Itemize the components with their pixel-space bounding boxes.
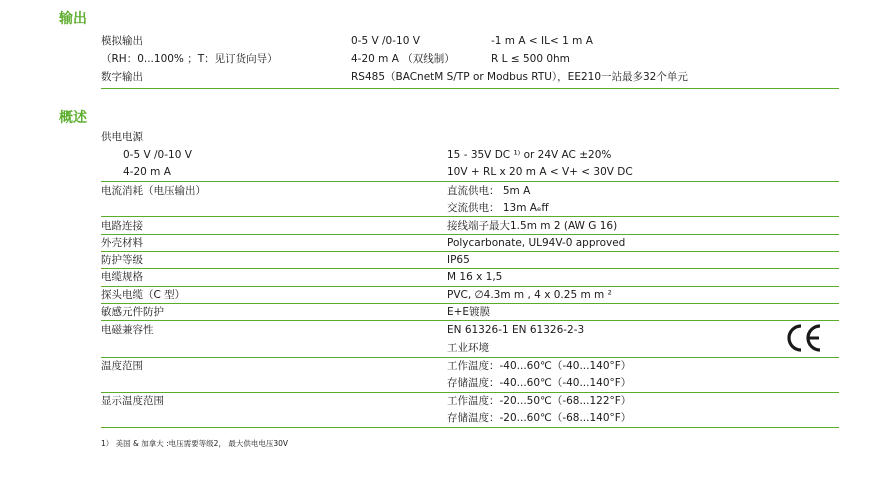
temp-storage: 存储温度：-40...60℃（-40...140°F） <box>447 377 632 389</box>
ce-mark-icon <box>784 322 824 354</box>
output-value: RS485（BACnetM S/TP or Modbus RTU），EE210一站最多32个单元 <box>351 71 688 83</box>
divider <box>101 427 839 428</box>
output-range: -1 m A < IL< 1 m A <box>491 35 593 47</box>
divider <box>101 88 839 89</box>
divider <box>101 320 839 321</box>
display-temp-operating: 工作温度：-20...50℃（-68...122°F） <box>447 395 632 407</box>
output-label: 数字输出 <box>101 71 143 83</box>
ps-label: 0-5 V /0-10 V <box>123 149 192 161</box>
emc-environment: 工业环境 <box>447 342 489 354</box>
divider <box>101 216 839 217</box>
spec-label: 电缆规格 <box>101 271 143 283</box>
section-title-output: 输出 <box>59 11 87 27</box>
current-ac: 交流供电： 13m Aₑff <box>447 202 549 214</box>
spec-label: 电路连接 <box>101 220 143 232</box>
temp-operating: 工作温度：-40...60℃（-40...140°F） <box>447 360 632 372</box>
spec-value: M 16 x 1,5 <box>447 271 503 283</box>
spec-value: IP65 <box>447 254 470 266</box>
display-temp-storage: 存储温度：-20...60℃（-68...140°F） <box>447 412 632 424</box>
divider <box>101 181 839 182</box>
power-supply-label: 供电电源 <box>101 131 143 143</box>
spec-value: Polycarbonate, UL94V-0 approved <box>447 237 626 249</box>
output-label: （RH：0...100% ；T：见订货向导） <box>101 53 278 65</box>
output-load: R L ≤ 500 0hm <box>491 53 570 65</box>
spec-label: 防护等级 <box>101 254 143 266</box>
ps-value: 10V + RL x 20 m A < V+ < 30V DC <box>447 166 633 178</box>
spec-value: PVC, ∅4.3m m , 4 x 0.25 m m ² <box>447 289 612 301</box>
display-temp-label: 显示温度范围 <box>101 395 164 407</box>
output-label: 模拟输出 <box>101 35 143 47</box>
ps-label: 4-20 m A <box>123 166 171 178</box>
spec-label: 敏感元件防护 <box>101 306 164 318</box>
emc-label: 电磁兼容性 <box>101 324 154 336</box>
spec-label: 探头电缆（C 型） <box>101 289 186 301</box>
current-label: 电流消耗（电压输出） <box>101 185 206 197</box>
emc-standard: EN 61326-1 EN 61326-2-3 <box>447 324 585 336</box>
section-title-overview: 概述 <box>59 110 87 126</box>
ps-value: 15 - 35V DC ¹⁾ or 24V AC ±20% <box>447 149 612 161</box>
spec-label: 外壳材料 <box>101 237 143 249</box>
spec-value: 接线端子最大1.5m m 2 (AW G 16) <box>447 220 618 232</box>
output-value: 0-5 V /0-10 V <box>351 35 420 47</box>
current-dc: 直流供电： 5m A <box>447 185 531 197</box>
divider <box>101 251 839 252</box>
output-value: 4-20 m A （双线制） <box>351 53 455 65</box>
spec-value: E+E镀膜 <box>447 306 491 318</box>
footnote: 1） 美国 & 加拿大 :电压需要等级2， 最大供电电压30V <box>101 439 289 448</box>
temp-label: 温度范围 <box>101 360 143 372</box>
